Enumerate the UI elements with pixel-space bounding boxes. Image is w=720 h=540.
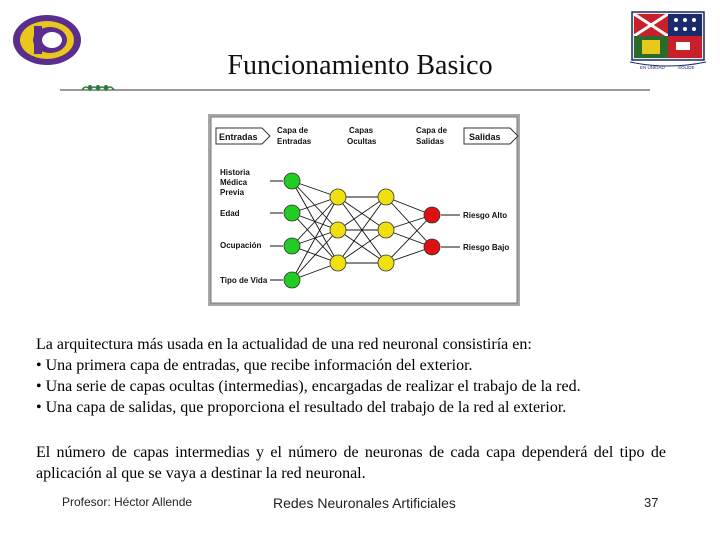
output-label-riesgo-bajo: Riesgo Bajo: [463, 243, 510, 252]
input-label-edad: Edad: [220, 209, 240, 218]
hidden-node-2: [378, 222, 394, 238]
footer-author: Profesor: Héctor Allende: [62, 495, 193, 509]
input-node: [284, 272, 300, 288]
intro-text: La arquitectura más usada en la actualidad de una red neuronal consistiría en:: [36, 336, 532, 353]
conclusion-paragraph: El número de capas intermedias y el número de neuronas de cada capa dependerá del tipo de aplicación al que se vaya a destinar la red neuronal.: [36, 444, 666, 482]
layer-output-line1: Capa de: [416, 126, 448, 135]
hidden-node-1: [330, 222, 346, 238]
hidden-node-2: [378, 255, 394, 271]
layer-hidden-line1: Capas: [349, 126, 374, 135]
output-label-riesgo-alto: Riesgo Alto: [463, 211, 508, 220]
input-tag: Entradas: [219, 132, 258, 142]
footer-course: Redes Neuronales Artificiales: [273, 495, 456, 511]
output-node: [424, 207, 440, 223]
input-label-ocupacion: Ocupación: [220, 241, 262, 250]
slide-title: Funcionamiento Basico: [227, 50, 493, 81]
hidden-node-1: [330, 189, 346, 205]
input-label-medica: Médica: [220, 178, 248, 187]
university-logo: [10, 10, 85, 70]
input-label-previa: Previa: [220, 188, 245, 197]
layer-output-line2: Salidas: [416, 137, 445, 146]
layer-input-line1: Capa de: [277, 126, 309, 135]
input-node: [284, 173, 300, 189]
input-node: [284, 205, 300, 221]
output-node: [424, 239, 440, 255]
title-divider: [60, 80, 650, 96]
university-crest: [628, 10, 708, 72]
layer-input-line2: Entradas: [277, 137, 312, 146]
slide-body: [36, 334, 668, 418]
page-number: 37: [644, 495, 659, 510]
layer-hidden-line2: Ocultas: [347, 137, 377, 146]
output-tag: Salidas: [469, 132, 501, 142]
crest-motto-right: SOLIDE: [678, 65, 695, 70]
hidden-node-1: [330, 255, 346, 271]
input-label-tipo-vida: Tipo de Vida: [220, 276, 268, 285]
crest-motto-left: EN UNIDAD: [640, 65, 665, 70]
input-label-historia: Historia: [220, 168, 250, 177]
neural-network-diagram: [208, 114, 520, 306]
bullet-item: • Una primera capa de entradas, que recibe información del exterior.: [36, 357, 473, 374]
bullet-item: • Una capa de salidas, que proporciona el resultado del trabajo de la red al exterior.: [36, 399, 567, 416]
bullet-item: • Una serie de capas ocultas (intermedias), encargadas de realizar el trabajo de la red.: [36, 378, 581, 395]
input-node: [284, 238, 300, 254]
hidden-node-2: [378, 189, 394, 205]
